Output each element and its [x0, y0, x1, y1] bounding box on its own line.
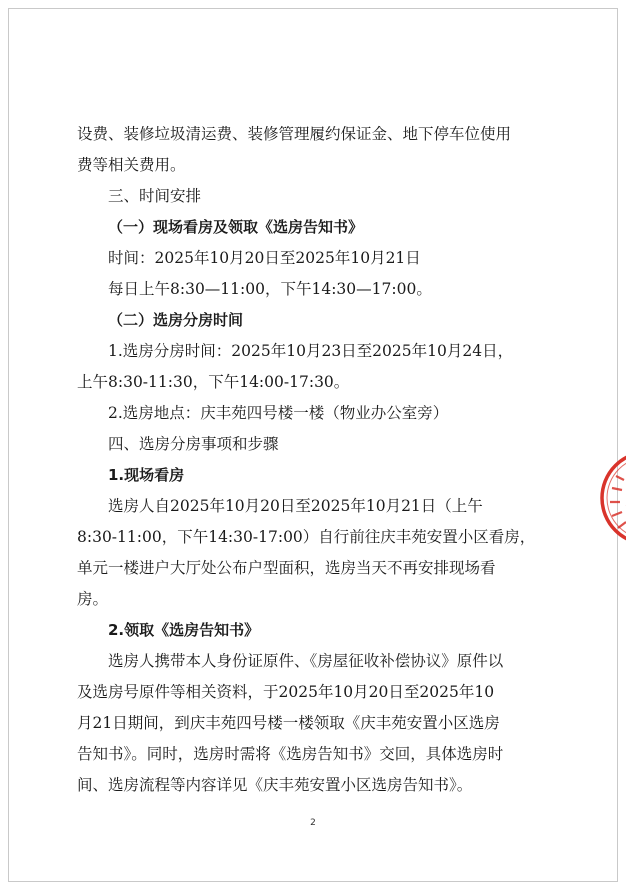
body-line: 告知书》。同时，选房时需将《选房告知书》交回，具体选房时	[77, 745, 504, 763]
section-heading-steps: 四、选房分房事项和步骤	[108, 435, 279, 453]
subsection-heading-notice: 2.领取《选房告知书》	[108, 621, 260, 639]
body-line: 上午8:30-11:30，下午14:00-17:30。	[77, 373, 350, 391]
body-line: 间、选房流程等内容详见《庆丰苑安置小区选房告知书》。	[77, 776, 473, 794]
body-line: 房。	[77, 590, 109, 608]
body-line: 8:30-11:00，下午14:30-17:00）自行前往庆丰苑安置小区看房，	[77, 528, 536, 546]
body-line: 每日上午8:30—11:00，下午14:30—17:00。	[108, 280, 432, 298]
body-line: 选房人携带本人身份证原件、《房屋征收补偿协议》原件以	[108, 652, 504, 670]
body-line: 及选房号原件等相关资料，于2025年10月20日至2025年10	[77, 683, 495, 701]
document-body	[77, 119, 552, 801]
subsection-heading-site-viewing: 1.现场看房	[108, 466, 185, 484]
body-line: 选房人自2025年10月20日至2025年10月21日（上午	[108, 497, 483, 515]
body-line: 1.选房分房时间：2025年10月23日至2025年10月24日，	[108, 342, 514, 360]
body-line: 2.选房地点：庆丰苑四号楼一楼（物业办公室旁）	[108, 404, 449, 422]
body-line: 费等相关费用。	[77, 156, 186, 174]
section-heading-time-arrangement: 三、时间安排	[108, 187, 202, 205]
red-official-seal-icon	[598, 446, 626, 550]
body-line: 设费、装修垃圾清运费、装修管理履约保证金、地下停车位使用	[77, 125, 512, 143]
subsection-heading-viewing: （一）现场看房及领取《选房告知书》	[108, 218, 364, 236]
body-line: 月21日期间，到庆丰苑四号楼一楼领取《庆丰苑安置小区选房	[77, 714, 500, 732]
body-line: 单元一楼进户大厅处公布户型面积，选房当天不再安排现场看	[77, 559, 496, 577]
subsection-heading-selection-time: （二）选房分房时间	[108, 311, 244, 329]
page-number: 2	[310, 818, 316, 828]
body-line: 时间：2025年10月20日至2025年10月21日	[108, 249, 421, 267]
